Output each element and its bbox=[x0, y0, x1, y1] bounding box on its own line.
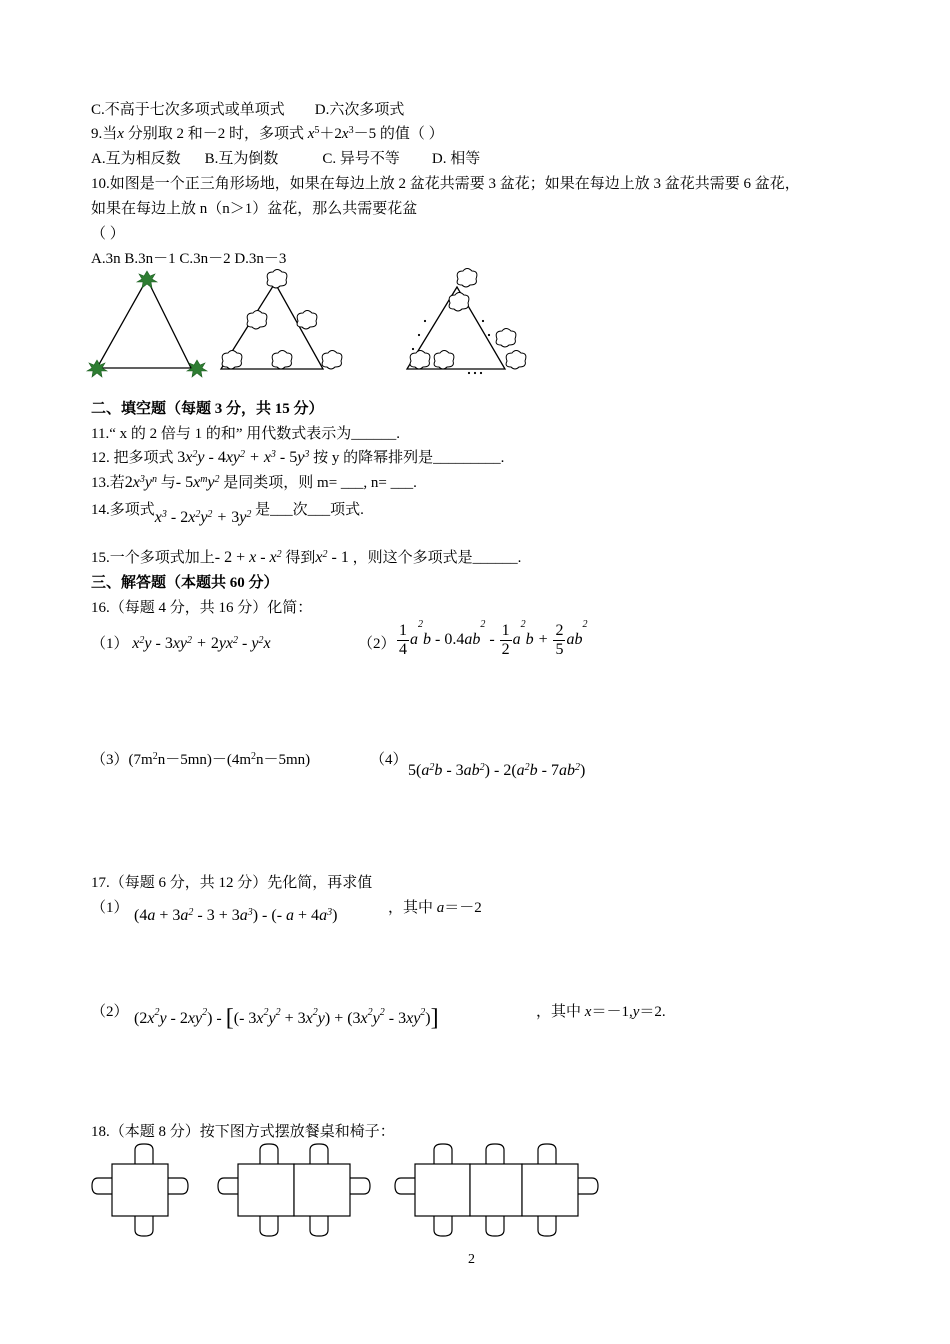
section-3-title: 三、解答题（本题共 60 分） bbox=[91, 575, 279, 591]
q15-expression-1: - $2 + x - x^2$ bbox=[214, 549, 282, 566]
flower-pot-icon bbox=[297, 311, 317, 330]
flower-pot-icon bbox=[222, 351, 242, 370]
q16-part-1-expression: $x^2y - 3xy^2 + 2yx^2 - y^2x$ bbox=[132, 635, 271, 652]
chair-icon bbox=[310, 1216, 328, 1236]
flower-pot-icon bbox=[457, 269, 477, 288]
table-icon bbox=[522, 1164, 578, 1216]
q13-term-1: $2x^3y^n$ bbox=[124, 474, 157, 491]
chair-icon bbox=[350, 1178, 370, 1194]
q17-title: 17.（每题 6 分，共 12 分）先化简，再求值 bbox=[91, 875, 373, 891]
chair-icon bbox=[486, 1144, 504, 1164]
q10-options: A.3n B.3n－1 C.3n－2 D.3n－3 bbox=[91, 251, 287, 267]
flower-pot-icon bbox=[449, 293, 469, 312]
table-icon bbox=[238, 1164, 294, 1216]
q12: 12. 把多项式 $3x^2y - 4xy^2 + x^3 - 5y^3$ 按 y 的降幂排列是_________. bbox=[91, 449, 505, 466]
flower-pot-icon bbox=[506, 351, 526, 370]
table-arrangement-2 bbox=[218, 1144, 370, 1236]
flower-icon bbox=[137, 271, 157, 288]
chair-icon bbox=[538, 1144, 556, 1164]
chair-icon bbox=[135, 1216, 153, 1236]
q9-options bbox=[91, 149, 480, 169]
q17-part-1-expression: $(4a + 3a^2 - 3 + 3a^3)$ - (- $a + 4a^3$) bbox=[134, 907, 338, 924]
q11: 11.“ x 的 2 倍与 1 的和” 用代数式表示为______. bbox=[91, 426, 401, 442]
q17-part-2-condition: ，其中 x＝－1,y＝2. bbox=[536, 1004, 666, 1020]
table-arrangement-1 bbox=[92, 1144, 188, 1236]
flower-pot-icon bbox=[322, 351, 342, 370]
flower-pot-icon bbox=[267, 270, 287, 289]
q9-stem: 9.当x 分别取 2 和－2 时，多项式 $x^5+2x^3-5$ 的值（ ） bbox=[91, 125, 444, 142]
q9-option-a: A.互为相反数 bbox=[91, 151, 181, 167]
q8-option-c: C.不高于七次多项式或单项式 bbox=[91, 102, 285, 118]
q14: 14.多项式$x^3 - 2x^2y^2 + 3y^2$ 是___次___项式. bbox=[91, 502, 364, 526]
q17-part-1: （1） bbox=[91, 900, 129, 916]
q8-option-d: D.六次多项式 bbox=[314, 102, 405, 118]
q16-part-2-expression: $\frac{1}{4}$ $a^2b - 0.4ab^2$ - $\frac{1}{2}$ $a^2b$ + $\frac{2}{5}$ $ab^2$ bbox=[399, 619, 588, 658]
q16-part-4: （4） bbox=[370, 752, 408, 768]
table-icon bbox=[112, 1164, 168, 1216]
chair-icon bbox=[168, 1178, 188, 1194]
chair-icon bbox=[218, 1178, 238, 1194]
chair-icon bbox=[395, 1178, 415, 1194]
section-2-title: 二、填空题（每题 3 分，共 15 分） bbox=[91, 401, 324, 417]
table-arrangement-3 bbox=[395, 1144, 598, 1236]
chair-icon bbox=[434, 1216, 452, 1236]
q15-expression-2: $x^2 - 1$ bbox=[315, 549, 349, 566]
q14-expression: $x^3 - 2x^2y^2 + 3y^2$ bbox=[154, 509, 252, 526]
chair-icon bbox=[92, 1178, 112, 1194]
q18-title: 18.（本题 8 分）按下图方式摆放餐桌和椅子： bbox=[91, 1124, 395, 1140]
flower-pot-icon bbox=[434, 351, 454, 370]
q9-option-c: C. 异号不等 bbox=[322, 151, 400, 167]
chair-icon bbox=[578, 1178, 598, 1194]
q15: 15.一个多项式加上- $2 + x - x^2$ 得到$x^2 - 1$ ，则这个多项式是______. bbox=[91, 549, 522, 566]
flower-pot-icon bbox=[247, 311, 267, 330]
flower-pot-icon bbox=[496, 329, 516, 348]
triangle-1 bbox=[97, 279, 191, 368]
triangle-figures bbox=[85, 265, 535, 380]
page-number: 2 bbox=[468, 1252, 475, 1267]
q12-expression: $3x^2y - 4xy^2 + x^3 - 5y^3$ bbox=[177, 449, 310, 466]
q17-part-1-condition: ，其中 a＝－2 bbox=[388, 900, 482, 916]
table-icon bbox=[470, 1164, 522, 1216]
table-icon bbox=[415, 1164, 470, 1216]
q16-part-3-expression: $(7m^2n-5mn)-(4m^2n-5mn)$ bbox=[128, 751, 311, 768]
q9-option-d: D. 相等 bbox=[431, 151, 481, 167]
q17-part-2: （2） bbox=[91, 1004, 129, 1020]
q16-title: 16.（每题 4 分，共 16 分）化简： bbox=[91, 600, 313, 616]
q16-part-2: （2） bbox=[358, 636, 396, 652]
q9-polynomial: $x^5+2x^3-5$ bbox=[307, 125, 377, 142]
q10-paren: （ ） bbox=[91, 226, 125, 242]
q13-term-2: - $5x^my^2$ bbox=[175, 474, 220, 491]
chair-icon bbox=[538, 1216, 556, 1236]
flower-pot-icon bbox=[272, 351, 292, 370]
q8-options bbox=[91, 100, 404, 120]
q13: 13.若$2x^3y^n$ 与- $5x^my^2$ 是同类项，则 m= ___, n= ___. bbox=[91, 474, 417, 491]
chair-icon bbox=[135, 1144, 153, 1164]
q16-part-1: （1） $x^2y - 3xy^2 + 2yx^2 - y^2x$ bbox=[91, 635, 271, 652]
chair-icon bbox=[434, 1144, 452, 1164]
q16-part-3: $(3)(7m^2n-5mn)-(4m^2n-5mn)$ bbox=[91, 751, 311, 768]
q9-option-b: B.互为倒数 bbox=[204, 151, 279, 167]
chair-icon bbox=[260, 1216, 278, 1236]
chair-icon bbox=[310, 1144, 328, 1164]
flower-pot-icon bbox=[410, 351, 430, 370]
table-icon bbox=[294, 1164, 350, 1216]
chair-icon bbox=[486, 1216, 504, 1236]
tables-chairs-figure bbox=[88, 1140, 608, 1245]
chair-icon bbox=[260, 1144, 278, 1164]
q10-line2: 如果在每边上放 n（n＞1）盆花，那么共需要花盆 bbox=[91, 201, 418, 217]
q17-part-2-expression: $(2x^2y - 2xy^2)$ - [(- $3x^2y^2 + 3x^2y) + (3x^2y^2 - 3xy^2)$] bbox=[134, 1005, 439, 1031]
q16-part-4-expression: $5(a^2b - 3ab^2) - 2(a^2b - 7ab^2)$ bbox=[408, 762, 586, 779]
q10-line1: 10.如图是一个正三角形场地，如果在每边上放 2 盆花共需要 3 盆花；如果在每边上放 3 盆花共需要 6 盆花， bbox=[91, 176, 800, 192]
